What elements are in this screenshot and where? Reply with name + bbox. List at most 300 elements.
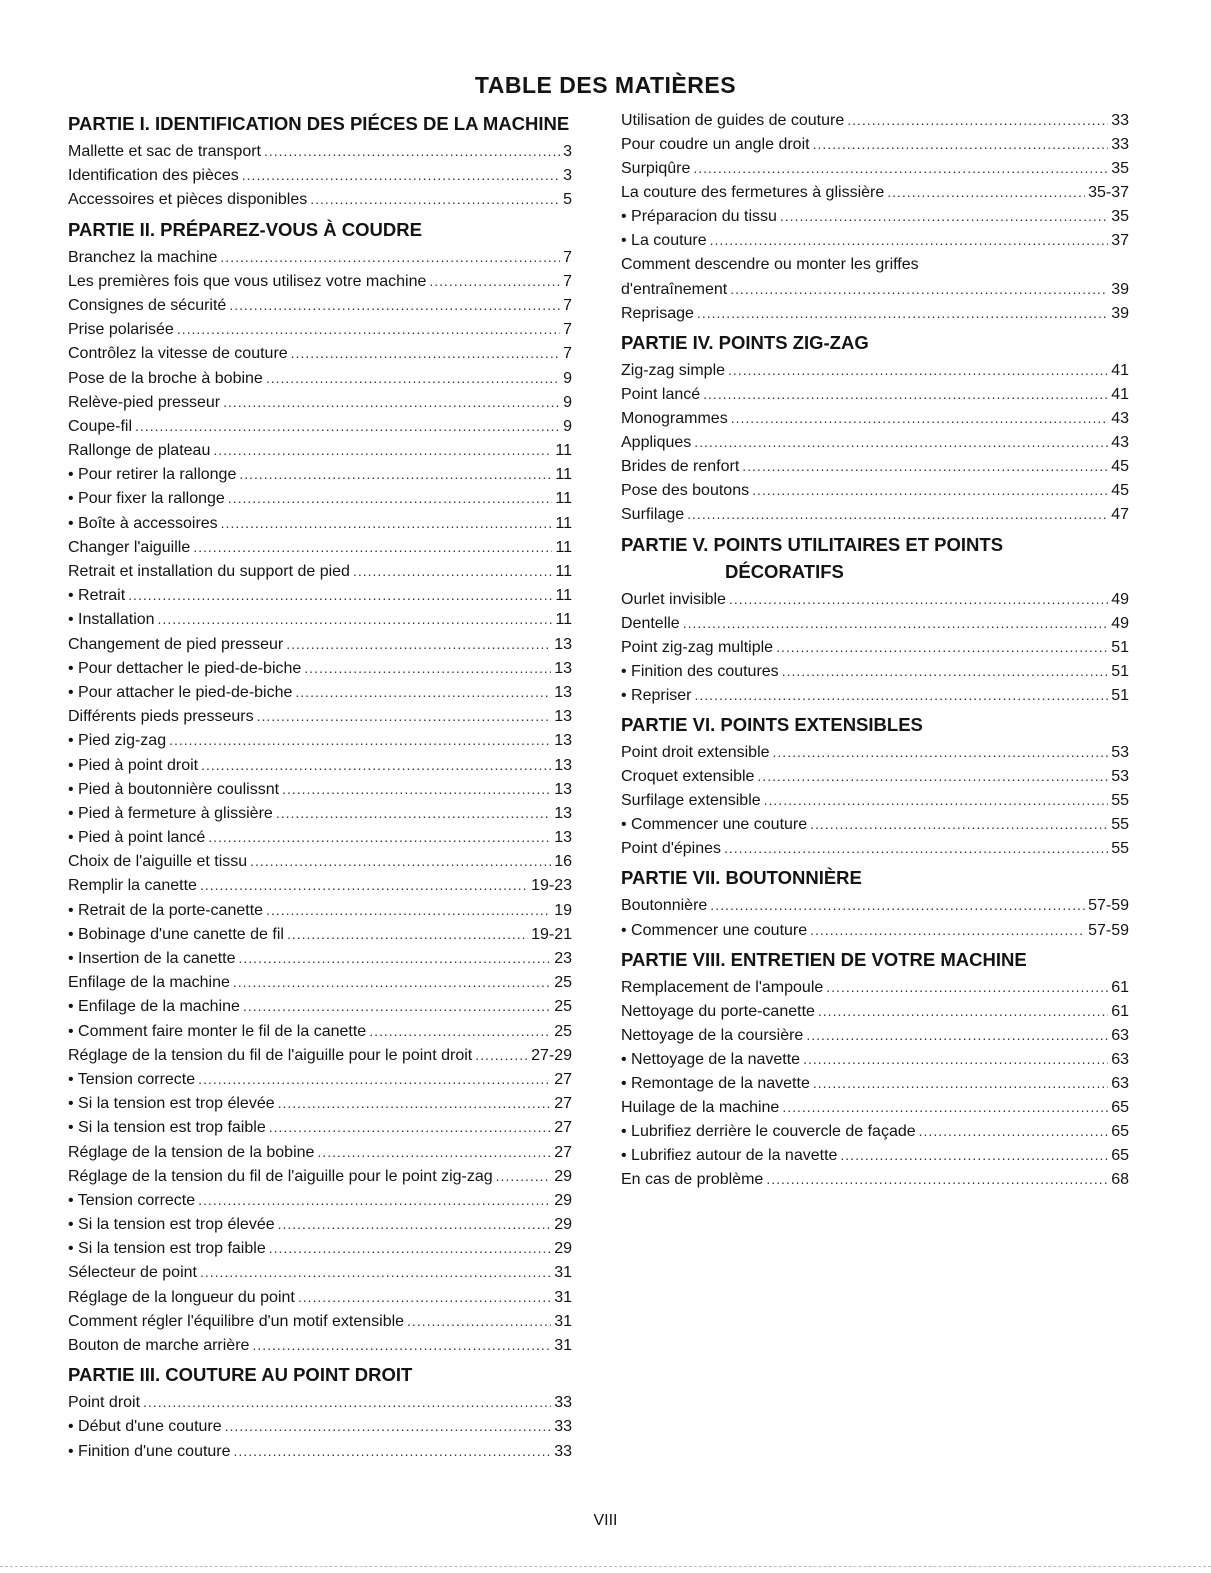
toc-entry-page: 37 bbox=[1111, 232, 1129, 250]
toc-entry-title: • Pied à point lancé bbox=[68, 829, 206, 847]
dot-leader bbox=[269, 1115, 551, 1139]
dot-leader bbox=[773, 740, 1109, 764]
toc-entry[interactable] bbox=[68, 607, 572, 631]
dot-leader bbox=[143, 1390, 551, 1414]
toc-entry-title: • Commencer une couture bbox=[621, 816, 808, 834]
toc-entry[interactable] bbox=[68, 970, 572, 994]
toc-entry-page: 57-59 bbox=[1088, 897, 1129, 915]
toc-entry-title: Zig-zag simple bbox=[621, 361, 726, 379]
toc-entry[interactable] bbox=[68, 1164, 572, 1188]
toc-entry-page: 7 bbox=[563, 296, 572, 314]
dot-leader bbox=[169, 728, 551, 752]
toc-entry[interactable] bbox=[68, 414, 572, 438]
toc-entry-title: Réglage de la tension de la bobine bbox=[68, 1143, 315, 1161]
toc-entry[interactable] bbox=[68, 753, 572, 777]
toc-entry-page: 33 bbox=[1111, 112, 1129, 129]
toc-entry[interactable] bbox=[68, 1309, 572, 1333]
toc-entry-page: 11 bbox=[555, 611, 572, 629]
toc-entry-title: • Début d'une couture bbox=[68, 1418, 222, 1436]
toc-entry-page: 27-29 bbox=[531, 1046, 572, 1064]
toc-entry[interactable] bbox=[68, 801, 572, 825]
toc-entry[interactable] bbox=[621, 228, 1129, 252]
section-heading: PARTIE VIII. ENTRETIEN DE VOTRE MACHINE bbox=[621, 948, 1027, 970]
dot-leader bbox=[697, 301, 1108, 325]
toc-entry[interactable] bbox=[621, 1071, 1129, 1095]
toc-entry[interactable] bbox=[621, 478, 1129, 502]
dot-leader bbox=[266, 898, 551, 922]
toc-entry-title: • Pour retirer la rallonge bbox=[68, 466, 237, 484]
toc-entry[interactable] bbox=[621, 836, 1129, 860]
toc-entry-page: 25 bbox=[554, 974, 572, 992]
toc-entry[interactable] bbox=[68, 728, 572, 752]
toc-entry-page: 33 bbox=[1111, 136, 1129, 154]
toc-entry-title: Remplir la canette bbox=[68, 877, 197, 895]
dot-leader bbox=[752, 478, 1108, 502]
dot-leader bbox=[369, 1019, 551, 1043]
toc-entry[interactable] bbox=[68, 680, 572, 704]
dot-leader bbox=[776, 635, 1108, 659]
toc-entry-page: 27 bbox=[554, 1119, 572, 1137]
toc-entry[interactable] bbox=[68, 583, 572, 607]
toc-entry[interactable] bbox=[68, 1091, 572, 1115]
toc-entry-page: 7 bbox=[563, 345, 572, 363]
toc-entry[interactable] bbox=[68, 1188, 572, 1212]
toc-entry-title: • Pied à boutonnière coulissnt bbox=[68, 780, 280, 798]
toc-entry-page: 7 bbox=[563, 248, 572, 266]
toc-entry[interactable] bbox=[68, 1115, 572, 1139]
toc-entry[interactable] bbox=[621, 1047, 1129, 1071]
dot-leader bbox=[287, 922, 528, 946]
toc-entry-page: 63 bbox=[1111, 1050, 1129, 1068]
toc-entry-title: • Si la tension est trop élevée bbox=[68, 1095, 275, 1113]
dot-leader bbox=[286, 632, 551, 656]
toc-entry-title: • Si la tension est trop faible bbox=[68, 1240, 266, 1258]
toc-entry-title: • Retrait de la porte-canette bbox=[68, 901, 264, 919]
toc-entry-page: 39 bbox=[1111, 304, 1129, 322]
toc-entry[interactable] bbox=[621, 683, 1129, 707]
dot-leader bbox=[475, 1043, 528, 1067]
dot-leader bbox=[198, 1188, 551, 1212]
toc-entry[interactable] bbox=[68, 486, 572, 510]
dot-leader bbox=[234, 1439, 552, 1463]
toc-entry-title: • Bobinage d'une canette de fil bbox=[68, 925, 284, 943]
dot-leader bbox=[213, 438, 552, 462]
dot-leader bbox=[242, 163, 560, 187]
dot-leader bbox=[233, 970, 551, 994]
dot-leader bbox=[728, 358, 1108, 382]
toc-entry-title: Relève-pied presseur bbox=[68, 393, 221, 411]
toc-entry-page: 31 bbox=[554, 1288, 572, 1306]
toc-entry[interactable] bbox=[621, 1143, 1129, 1167]
toc-entry-page: 43 bbox=[1111, 410, 1129, 428]
toc-entry[interactable] bbox=[68, 293, 572, 317]
dot-leader bbox=[803, 1047, 1108, 1071]
dot-leader bbox=[200, 1260, 551, 1284]
toc-entry-title: Reprisage bbox=[621, 304, 694, 322]
toc-entry-page: 13 bbox=[554, 804, 572, 822]
dot-leader bbox=[221, 511, 553, 535]
toc-entry-page: 13 bbox=[554, 829, 572, 847]
toc-entry-page: 68 bbox=[1111, 1171, 1129, 1189]
toc-entry-page: 7 bbox=[563, 272, 572, 290]
section-heading: PARTIE V. POINTS UTILITAIRES ET POINTS bbox=[621, 533, 1004, 555]
toc-entry[interactable] bbox=[621, 659, 1129, 683]
toc-entry-title: La couture des fermetures à glissière bbox=[621, 184, 885, 202]
toc-entry[interactable] bbox=[68, 269, 572, 293]
toc-entry[interactable] bbox=[68, 849, 572, 873]
dot-leader bbox=[353, 559, 552, 583]
toc-entry-title: Comment descendre ou monter les griffes bbox=[621, 255, 919, 273]
toc-entry-title: Surfilage extensible bbox=[621, 792, 761, 810]
toc-entry-page: 29 bbox=[554, 1167, 572, 1185]
toc-entry[interactable] bbox=[621, 587, 1129, 611]
toc-entry[interactable] bbox=[621, 999, 1129, 1023]
toc-entry-title: Point d'épines bbox=[621, 840, 722, 858]
toc-entry[interactable] bbox=[621, 1119, 1129, 1143]
toc-entry-title: • Finition d'une couture bbox=[68, 1442, 231, 1460]
page-title: TABLE DES MATIÈRES bbox=[474, 72, 737, 98]
toc-entry-title: Accessoires et pièces disponibles bbox=[68, 191, 308, 209]
toc-entry-page: 65 bbox=[1111, 1099, 1129, 1117]
dot-leader bbox=[742, 454, 1108, 478]
toc-entry[interactable] bbox=[68, 1260, 572, 1284]
dot-leader bbox=[806, 1023, 1108, 1047]
toc-entry[interactable] bbox=[68, 873, 572, 897]
toc-entry[interactable] bbox=[621, 358, 1129, 382]
toc-entry[interactable] bbox=[68, 245, 572, 269]
dot-leader bbox=[818, 999, 1108, 1023]
toc-entry-title: • Pour dettacher le pied-de-biche bbox=[68, 659, 302, 677]
toc-entry-title: Mallette et sac de transport bbox=[68, 143, 261, 160]
toc-entry-page: 33 bbox=[554, 1418, 572, 1436]
toc-entry[interactable] bbox=[68, 1285, 572, 1309]
toc-entry-page: 13 bbox=[554, 708, 572, 726]
toc-entry-title: • Pied zig-zag bbox=[68, 732, 167, 750]
toc-entry-page: 13 bbox=[554, 659, 572, 677]
dot-leader bbox=[826, 975, 1108, 999]
toc-entry-title: Surfilage bbox=[621, 506, 685, 524]
dot-leader bbox=[687, 502, 1108, 526]
toc-entry-title: • Si la tension est trop faible bbox=[68, 1119, 266, 1137]
toc-entry[interactable] bbox=[68, 366, 572, 390]
dot-leader bbox=[695, 683, 1109, 707]
toc-entry-page: 11 bbox=[555, 442, 572, 460]
toc-entry[interactable] bbox=[621, 406, 1129, 430]
toc-entry-page: 51 bbox=[1111, 662, 1129, 680]
toc-entry-page: 19-21 bbox=[531, 925, 572, 943]
toc-entry-title: Ourlet invisible bbox=[621, 590, 726, 608]
dot-leader bbox=[220, 245, 560, 269]
toc-entry-page: 55 bbox=[1111, 840, 1129, 858]
toc-entry-page: 19 bbox=[554, 901, 572, 919]
toc-entry-page: 13 bbox=[554, 756, 572, 774]
toc-entry-page: 57-59 bbox=[1088, 921, 1129, 939]
toc-entry[interactable] bbox=[68, 946, 572, 970]
toc-entry-title: Identification des pièces bbox=[68, 167, 239, 185]
toc-entry-page: 53 bbox=[1111, 768, 1129, 786]
toc-entry-title: Rallonge de plateau bbox=[68, 442, 211, 460]
dot-leader bbox=[239, 462, 552, 486]
toc-entry[interactable] bbox=[621, 918, 1129, 942]
toc-entry[interactable] bbox=[68, 994, 572, 1018]
dot-leader bbox=[257, 704, 552, 728]
toc-entry[interactable] bbox=[68, 187, 572, 211]
toc-entry[interactable] bbox=[68, 825, 572, 849]
toc-entry[interactable] bbox=[68, 632, 572, 656]
toc-entry-title: Choix de l'aiguille et tissu bbox=[68, 853, 248, 871]
toc-entry-title: • Boîte à accessoires bbox=[68, 514, 218, 532]
toc-entry-title: Boutonnière bbox=[621, 897, 708, 915]
toc-entry-title: Point zig-zag multiple bbox=[621, 638, 774, 656]
dot-leader bbox=[317, 1140, 551, 1164]
toc-entry-title: Prise polarisée bbox=[68, 321, 174, 339]
toc-entry[interactable] bbox=[621, 502, 1129, 526]
toc-entry[interactable] bbox=[68, 559, 572, 583]
toc-entry[interactable] bbox=[68, 1414, 572, 1438]
toc-entry-title: • Enfilage de la machine bbox=[68, 998, 240, 1016]
toc-entry[interactable] bbox=[68, 704, 572, 728]
toc-entry[interactable] bbox=[621, 975, 1129, 999]
toc-entry-title: Point lancé bbox=[621, 385, 701, 403]
toc-entry[interactable] bbox=[621, 1167, 1129, 1191]
toc-entry-page: 3 bbox=[563, 143, 572, 160]
toc-entry-page: 27 bbox=[554, 1095, 572, 1113]
toc-entry-title: d'entraînement bbox=[621, 280, 728, 298]
toc-entry-page: 13 bbox=[554, 635, 572, 653]
toc-entry[interactable] bbox=[621, 454, 1129, 478]
toc-entry-title: • Si la tension est trop élevée bbox=[68, 1216, 275, 1234]
toc-entry-title: • Retrait bbox=[68, 587, 126, 605]
dot-leader bbox=[683, 611, 1109, 635]
toc-entry[interactable] bbox=[68, 317, 572, 341]
toc-entry-title: Point droit extensible bbox=[621, 743, 770, 761]
toc-entry[interactable] bbox=[68, 390, 572, 414]
dot-leader bbox=[269, 1236, 551, 1260]
toc-entry[interactable] bbox=[68, 922, 572, 946]
toc-entry-title: Brides de renfort bbox=[621, 458, 740, 476]
toc-entry-title: • Pour attacher le pied-de-biche bbox=[68, 683, 293, 701]
toc-entry[interactable] bbox=[621, 253, 1129, 277]
toc-entry[interactable] bbox=[68, 1333, 572, 1357]
section-heading: PARTIE I. IDENTIFICATION DES PIÉCES DE LA MACHINE bbox=[68, 113, 570, 134]
dot-leader bbox=[282, 777, 551, 801]
toc-entry-title: Pose de la broche à bobine bbox=[68, 369, 263, 387]
bottom-rule bbox=[0, 1566, 1211, 1568]
toc-entry-title: • Pour fixer la rallonge bbox=[68, 490, 225, 508]
toc-entry-title: Nettoyage de la coursière bbox=[621, 1026, 804, 1044]
toc-entry-page: 65 bbox=[1111, 1123, 1129, 1141]
toc-entry-page: 55 bbox=[1111, 816, 1129, 834]
toc-entry[interactable] bbox=[621, 764, 1129, 788]
toc-entry-page: 13 bbox=[554, 683, 572, 701]
dot-leader bbox=[310, 187, 560, 211]
toc-entry[interactable] bbox=[68, 1067, 572, 1091]
toc-entry-title: • Installation bbox=[68, 611, 155, 629]
toc-entry-page: 29 bbox=[554, 1240, 572, 1258]
toc-entry-page: 11 bbox=[555, 490, 572, 508]
toc-entry[interactable] bbox=[621, 156, 1129, 180]
toc-entry[interactable] bbox=[621, 132, 1129, 156]
toc-entry-page: 31 bbox=[554, 1312, 572, 1330]
toc-entry[interactable] bbox=[68, 535, 572, 559]
toc-entry-title: Les premières fois que vous utilisez votre machine bbox=[68, 272, 427, 290]
section-heading: PARTIE VII. BOUTONNIÈRE bbox=[621, 867, 862, 889]
toc-entry-title: Comment régler l'équilibre d'un motif extensible bbox=[68, 1312, 405, 1330]
toc-entry[interactable] bbox=[68, 462, 572, 486]
dot-leader bbox=[201, 753, 551, 777]
toc-entry-page: 23 bbox=[554, 950, 572, 967]
toc-entry[interactable] bbox=[621, 611, 1129, 635]
dot-leader bbox=[407, 1309, 551, 1333]
toc-entry[interactable] bbox=[68, 1439, 572, 1463]
dot-leader bbox=[782, 659, 1109, 683]
toc-entry-page: 61 bbox=[1111, 1002, 1129, 1020]
toc-entry-title: • Lubrifiez derrière le couvercle de façade bbox=[621, 1123, 916, 1141]
toc-entry[interactable] bbox=[68, 656, 572, 680]
toc-entry-title: • Pied à point droit bbox=[68, 756, 199, 774]
dot-leader bbox=[703, 382, 1108, 406]
toc-entry-title: Coupe-fil bbox=[68, 417, 133, 435]
toc-entry-title: • Pied à fermeture à glissière bbox=[68, 804, 273, 822]
dot-leader bbox=[128, 583, 552, 607]
toc-entry[interactable] bbox=[68, 438, 572, 462]
dot-leader bbox=[813, 1071, 1108, 1095]
toc-entry-title: Surpiqûre bbox=[621, 160, 691, 178]
dot-leader bbox=[135, 414, 560, 438]
toc-entry-page: 41 bbox=[1111, 385, 1129, 403]
page-number: VIII bbox=[593, 1512, 618, 1529]
toc-entry-page: 16 bbox=[554, 853, 572, 871]
toc-entry[interactable] bbox=[68, 1236, 572, 1260]
toc-entry[interactable] bbox=[621, 382, 1129, 406]
dot-leader bbox=[225, 1414, 552, 1438]
toc-entry[interactable] bbox=[621, 1023, 1129, 1047]
toc-entry-title: Branchez la machine bbox=[68, 248, 218, 266]
dot-leader bbox=[223, 390, 560, 414]
toc-entry-title: Remplacement de l'ampoule bbox=[621, 978, 824, 996]
toc-entry-title: Consignes de sécurité bbox=[68, 296, 227, 314]
dot-leader bbox=[757, 764, 1108, 788]
dot-leader bbox=[278, 1212, 552, 1236]
toc-entry-title: Bouton de marche arrière bbox=[68, 1337, 250, 1354]
toc-entry-title: Appliques bbox=[621, 434, 692, 452]
toc-entry[interactable] bbox=[68, 1019, 572, 1043]
toc-entry-title: • Lubrifiez autour de la navette bbox=[621, 1147, 838, 1165]
toc-entry-title: • Insertion de la canette bbox=[68, 950, 236, 967]
toc-entry-page: 45 bbox=[1111, 458, 1129, 476]
toc-entry-title: Réglage de la tension du fil de l'aiguille pour le point droit bbox=[68, 1046, 473, 1064]
toc-entry-page: 25 bbox=[554, 998, 572, 1016]
toc-entry-title: Utilisation de guides de couture bbox=[621, 112, 845, 129]
toc-entry-page: 11 bbox=[555, 466, 572, 484]
toc-entry-title: • Préparacion du tissu bbox=[621, 208, 777, 226]
toc-entry[interactable] bbox=[68, 898, 572, 922]
dot-leader bbox=[887, 180, 1085, 204]
dot-leader bbox=[229, 293, 560, 317]
toc-entry[interactable] bbox=[621, 812, 1129, 836]
toc-entry-title: Dentelle bbox=[621, 614, 680, 632]
toc-entry-page: 9 bbox=[563, 417, 572, 435]
toc-entry-page: 19-23 bbox=[531, 877, 572, 895]
toc-entry-page: 63 bbox=[1111, 1075, 1129, 1092]
toc-entry-page: 39 bbox=[1111, 280, 1129, 298]
toc-entry[interactable] bbox=[621, 277, 1129, 301]
toc-entry[interactable] bbox=[68, 777, 572, 801]
toc-entry-page: 29 bbox=[554, 1216, 572, 1234]
toc-entry-page: 11 bbox=[555, 514, 572, 532]
toc-entry-page: 11 bbox=[555, 563, 572, 580]
toc-entry-page: 63 bbox=[1111, 1026, 1129, 1044]
dot-leader bbox=[729, 587, 1108, 611]
dot-leader bbox=[264, 139, 560, 163]
dot-leader bbox=[291, 341, 560, 365]
toc-entry-page: 49 bbox=[1111, 590, 1129, 608]
toc-entry[interactable] bbox=[68, 511, 572, 535]
toc-entry-page: 49 bbox=[1111, 614, 1129, 632]
toc-entry-page: 35 bbox=[1111, 160, 1129, 178]
section-heading: PARTIE II. PRÉPAREZ-VOUS À COUDRE bbox=[68, 218, 422, 240]
toc-entry[interactable] bbox=[68, 1390, 572, 1414]
toc-entry-page: 51 bbox=[1111, 638, 1129, 656]
toc-entry-page: 47 bbox=[1111, 506, 1129, 524]
toc-entry-title: En cas de problème bbox=[621, 1171, 764, 1189]
toc-entry-page: 31 bbox=[554, 1337, 572, 1354]
toc-entry-title: • Tension correcte bbox=[68, 1070, 196, 1088]
toc-entry[interactable] bbox=[621, 108, 1129, 132]
section-heading: PARTIE VI. POINTS EXTENSIBLES bbox=[621, 713, 923, 735]
toc-entry[interactable] bbox=[68, 139, 572, 163]
toc-entry-title: • Commencer une couture bbox=[621, 921, 808, 939]
toc-entry-title: Sélecteur de point bbox=[68, 1264, 197, 1282]
dot-leader bbox=[847, 108, 1108, 132]
toc-entry[interactable] bbox=[621, 788, 1129, 812]
dot-leader bbox=[764, 788, 1109, 812]
section-heading: DÉCORATIFS bbox=[725, 560, 844, 582]
toc-entry-page: 9 bbox=[563, 393, 572, 411]
dot-leader bbox=[496, 1164, 552, 1188]
toc-entry-page: 53 bbox=[1111, 743, 1129, 761]
toc-entry[interactable] bbox=[621, 740, 1129, 764]
toc-entry[interactable] bbox=[621, 893, 1129, 917]
dot-leader bbox=[276, 801, 551, 825]
toc-entry-title: Nettoyage du porte-canette bbox=[621, 1002, 815, 1020]
toc-entry-page: 33 bbox=[554, 1442, 572, 1460]
toc-entry-title: • Finition des coutures bbox=[621, 662, 779, 680]
toc-entry[interactable] bbox=[621, 301, 1129, 325]
toc-entry[interactable] bbox=[68, 1043, 572, 1067]
toc-entry[interactable] bbox=[68, 1212, 572, 1236]
toc-entry[interactable] bbox=[621, 1095, 1129, 1119]
dot-leader bbox=[731, 406, 1109, 430]
toc-entry[interactable] bbox=[621, 180, 1129, 204]
toc-entry-title: • Tension correcte bbox=[68, 1191, 196, 1209]
dot-leader bbox=[266, 366, 560, 390]
toc-entry[interactable] bbox=[621, 204, 1129, 228]
toc-entry[interactable] bbox=[68, 341, 572, 365]
toc-entry[interactable] bbox=[68, 1140, 572, 1164]
toc-entry[interactable] bbox=[68, 163, 572, 187]
toc-entry[interactable] bbox=[621, 430, 1129, 454]
toc-entry-page: 3 bbox=[563, 167, 572, 185]
dot-leader bbox=[295, 680, 551, 704]
toc-entry-page: 43 bbox=[1111, 434, 1129, 452]
dot-leader bbox=[228, 486, 553, 510]
toc-entry[interactable] bbox=[621, 635, 1129, 659]
toc-entry-title: Pose des boutons bbox=[621, 482, 750, 500]
toc-entry-page: 27 bbox=[554, 1143, 572, 1161]
dot-leader bbox=[238, 946, 551, 970]
dot-leader bbox=[693, 156, 1108, 180]
